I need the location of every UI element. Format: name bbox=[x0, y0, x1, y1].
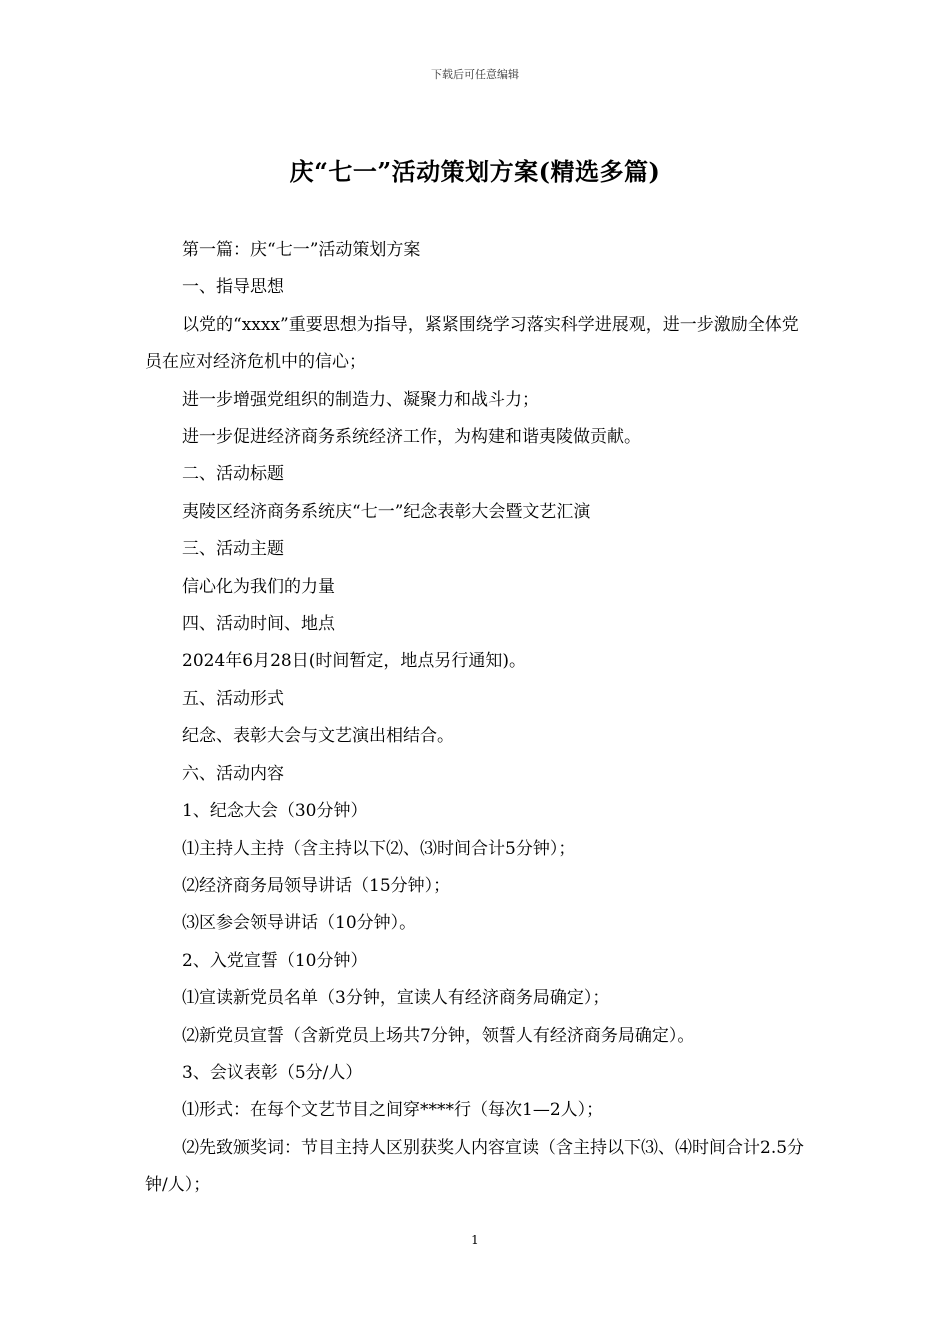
section-heading: 五、活动形式 bbox=[182, 688, 284, 709]
list-item: ⑴主持人主持（含主持以下⑵、⑶时间合计5分钟）； bbox=[182, 838, 576, 859]
list-item: ⑵新党员宣誓（含新党员上场共7分钟，领誓人有经济商务局确定）。 bbox=[182, 1025, 695, 1046]
paragraph: 以党的“xxxx”重要思想为指导，紧紧围绕学习落实科学进展观，进一步激励全体党员在应对经济危机中的信心； bbox=[145, 314, 799, 373]
paragraph: 纪念、表彰大会与文艺演出相结合。 bbox=[182, 726, 454, 747]
section-heading: 一、指导思想 bbox=[182, 277, 284, 298]
page-header-note: 下载后可任意编辑 bbox=[431, 68, 519, 81]
list-item: ⑴宣读新党员名单（3分钟，宣读人有经济商务局确定）； bbox=[182, 988, 610, 1009]
list-item: 3、会议表彰（5分/人） bbox=[182, 1062, 363, 1083]
page-number: 1 bbox=[471, 1233, 479, 1247]
paragraph: 进一步促进经济商务系统经济工作，为构建和谐夷陵做贡献。 bbox=[182, 427, 641, 448]
list-item: 1、纪念大会（30分钟） bbox=[182, 801, 368, 822]
section-heading: 三、活动主题 bbox=[182, 539, 284, 560]
paragraph: 信心化为我们的力量 bbox=[182, 576, 335, 597]
document-title: 庆“七一”活动策划方案(精选多篇) bbox=[289, 157, 661, 186]
section-heading: 第一篇：庆“七一”活动策划方案 bbox=[182, 240, 421, 260]
section-heading: 四、活动时间、地点 bbox=[182, 614, 335, 635]
paragraph: 夷陵区经济商务系统庆“七一”纪念表彰大会暨文艺汇演 bbox=[182, 501, 591, 522]
paragraph: 2024年6月28日(时间暂定，地点另行通知)。 bbox=[182, 651, 526, 672]
section-heading: 六、活动内容 bbox=[182, 763, 284, 784]
list-item: ⑵经济商务局领导讲话（15分钟）； bbox=[182, 875, 451, 896]
list-item: ⑶区参会领导讲话（10分钟）。 bbox=[182, 913, 417, 934]
list-item: ⑴形式：在每个文艺节目之间穿****行（每次1—2人）； bbox=[182, 1100, 604, 1121]
section-heading: 二、活动标题 bbox=[182, 464, 284, 485]
paragraph: 进一步增强党组织的制造力、凝聚力和战斗力； bbox=[182, 389, 539, 410]
list-item: 2、入党宣誓（10分钟） bbox=[182, 950, 368, 971]
list-item: ⑵先致颁奖词：节目主持人区别获奖人内容宣读（含主持以下⑶、⑷时间合计2.5分钟/人）； bbox=[145, 1137, 805, 1196]
document-body bbox=[145, 232, 810, 1205]
